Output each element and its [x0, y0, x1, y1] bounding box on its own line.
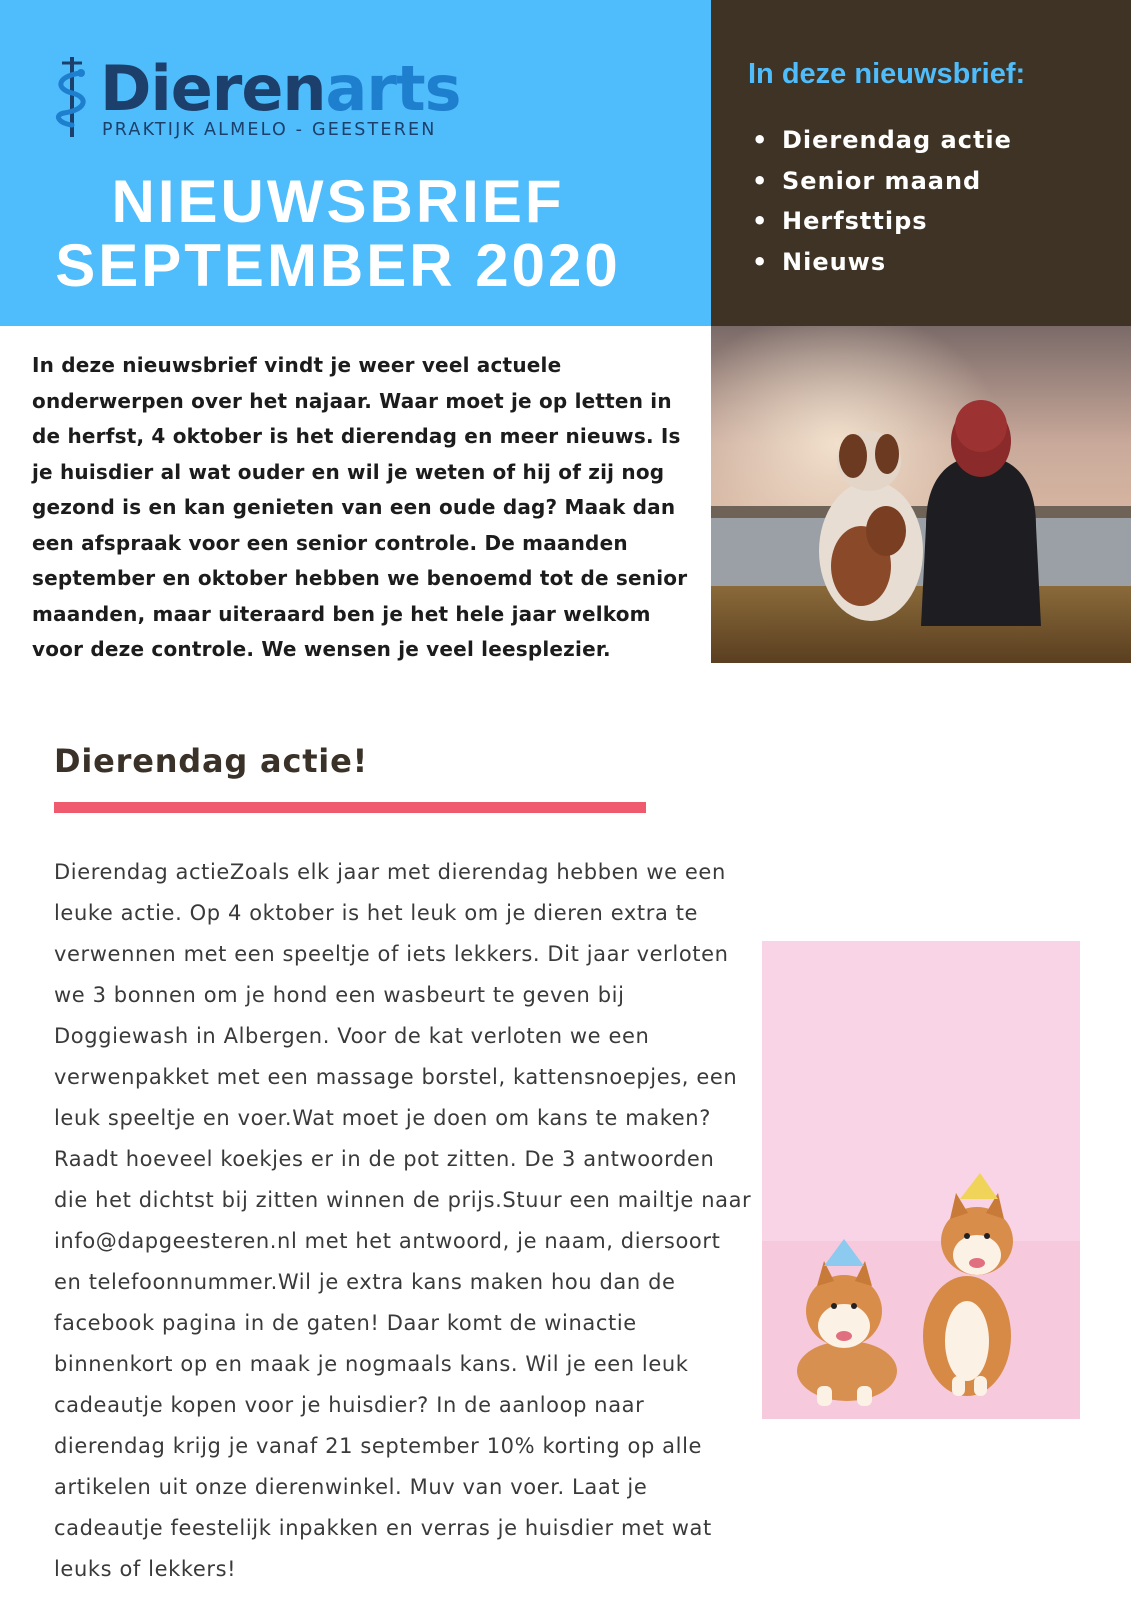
intro-paragraph: In deze nieuwsbrief vindt je weer veel actuele onderwerpen over het najaar. Waar moet je op letten in de herfst, 4 oktober is het dierendag en meer nieuws. Is je huisdier al wat ouder en wil je weten of hij of zij nog gezond is en kan genieten van een oude dag? Maak dan een afspraak voor een senior controle. De maanden september en oktober hebben we benoemd tot de senior maanden, maar uiteraard ben je het hele jaar welkom voor deze controle. We wensen je veel leesplezier.: [32, 353, 688, 661]
header-banner: [0, 0, 711, 326]
newsletter-title: [0, 170, 676, 298]
title-line-1: NIEUWSBRIEF: [111, 168, 565, 235]
toc-item: • Nieuws: [752, 247, 887, 276]
party-dogs-photo: [762, 941, 1080, 1419]
toc-heading: In deze nieuwsbrief:: [748, 58, 1026, 90]
section-divider: [54, 802, 646, 813]
logo-subtitle: PRAKTIJK ALMELO - GEESTEREN: [102, 120, 437, 140]
dog-and-owner-photo: [711, 326, 1131, 663]
section-heading: Dierendag actie!: [54, 742, 368, 780]
logo-word-part2: arts: [325, 52, 461, 125]
section-body: Dierendag actieZoals elk jaar met dierendag hebben we een leuke actie. Op 4 oktober is het leuk om je dieren extra te verwennen met een speeltje of iets lekkers. Dit jaar verloten we 3 bonnen om je hond een wasbeurt te geven bij Doggiewash in Albergen. Voor de kat verloten we een verwenpakket met een massage borstel, kattensnoepjes, een leuk speeltje en voer.Wat moet je doen om kans te maken? Raadt hoeveel koekjes er in de pot zitten. De 3 antwoorden die het dichtst bij zitten winnen de prijs.Stuur een mailtje naar info@dapgeesteren.nl met het antwoord, je naam, diersoort en telefoonnummer.Wil je extra kans maken hou dan de facebook pagina in de gaten! Daar komt de winactie binnenkort op en maak je nogmaals kans. Wil je een leuk cadeautje kopen voor je huisdier? In de aanloop naar dierendag krijg je vanaf 21 september 10% korting op alle artikelen uit onze dierenwinkel. Muv van voer. Laat je cadeautje feestelijk inpakken en verras je huisdier met wat leuks of lekkers!: [54, 860, 752, 1581]
toc-item: • Senior maand: [752, 166, 982, 195]
caduceus-icon: [50, 55, 94, 140]
toc-item: • Herfsttips: [752, 207, 928, 235]
logo-word-part1: Dieren: [100, 52, 326, 125]
toc-item: • Dierendag actie: [752, 126, 1012, 154]
logo-wordmark: [100, 49, 461, 129]
clinic-logo: [50, 52, 461, 145]
title-line-2: SEPTEMBER 2020: [55, 232, 621, 299]
toc-list: [752, 120, 1012, 282]
